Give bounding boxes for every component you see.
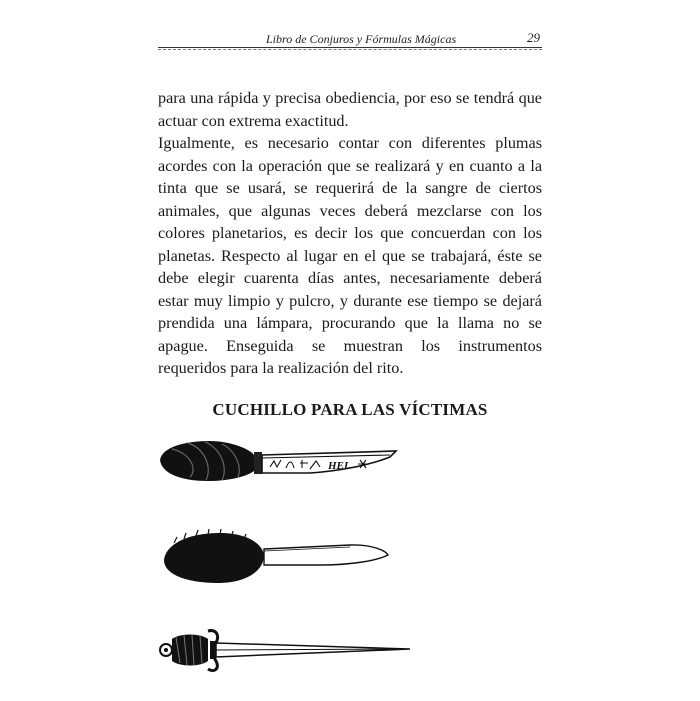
dagger-icon xyxy=(160,631,410,671)
header-rule-dashed xyxy=(158,49,542,50)
running-title: Libro de Conjuros y Fórmulas Mágicas xyxy=(266,32,457,46)
paragraph-1: para una rápida y precisa obediencia, por eso se tendrá que actuar con extrema exactitud. xyxy=(158,89,542,130)
running-header xyxy=(158,30,542,50)
section-title: CUCHILLO PARA LAS VÍCTIMAS xyxy=(212,400,488,419)
body-text xyxy=(158,87,542,380)
knives-illustration xyxy=(150,425,570,690)
page-number: 29 xyxy=(527,30,540,45)
blade-inscription: HEL xyxy=(328,460,351,472)
engraved-knife-icon xyxy=(160,441,396,481)
curved-knife-icon xyxy=(164,529,388,583)
paragraph-2: Igualmente, es necesario contar con diferentes plumas acordes con la operación que se realizará y en cuanto a la tinta que se usará, se requerirá de la sangre de ciertos animales, que algunas veces deberá mezclarse con los colores planetarios, es decir los que concuerdan con los planetas. Respecto al lugar en el que se trabajará, éste se debe elegir cuarenta días antes, necesariamente deberá estar muy limpio y pulcro, y durante ese tiempo se dejará prendida una lámpara, procurando que la llama no se apague. Enseguida se muestran los instrumentos requeridos para la realización del rito. xyxy=(158,134,542,377)
header-rule xyxy=(158,47,542,48)
